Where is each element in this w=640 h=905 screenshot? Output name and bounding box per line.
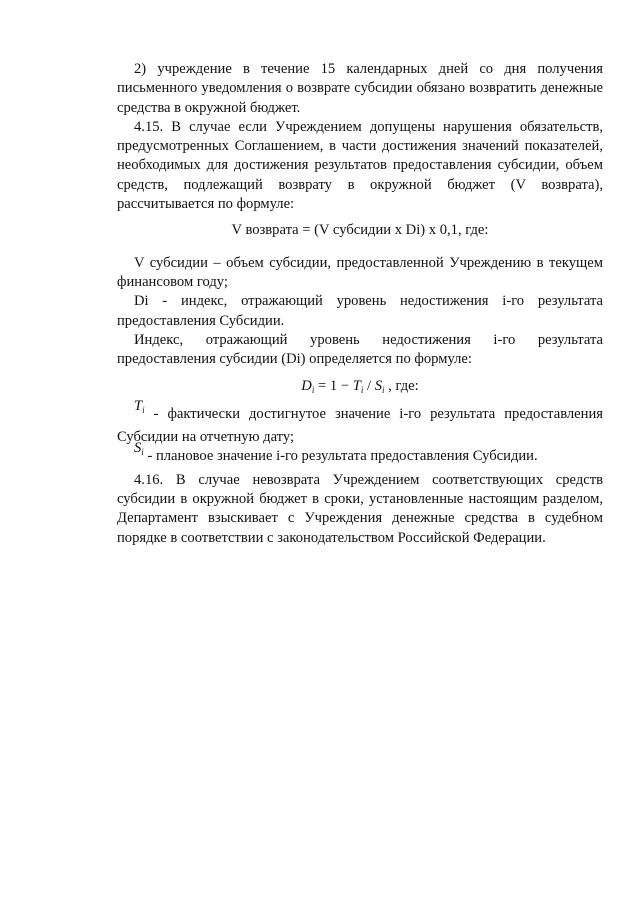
paragraph-4-15: 4.15. В случае если Учреждением допущены нарушения обязательств, предусмотренных Соглашением, в части достижения значений показателей, необходимых для достижения результатов предоставления субсидии, объем средств, подлежащий возврату в окружной бюджет (V возврата), рассчитывается по формуле: (117, 118, 603, 213)
symbol-si (134, 439, 144, 462)
paragraph-si-definition (117, 440, 603, 470)
formula-v-return: V возврата = (V субсидии x Di) x 0,1, где: (231, 222, 489, 239)
paragraph-return-within-15-days: 2) учреждение в течение 15 календарных дней со дня получения письменного уведомления о возврате субсидии обязано возвратить денежные средства в окружной бюджет. (117, 61, 603, 116)
si-definition-text: - плановое значение i-го результата предоставления Субсидии. (143, 448, 538, 465)
symbol-si-sub: i (141, 447, 144, 458)
paragraph-4-16: 4.16. В случае невозврата Учреждением соответствующих средств субсидии в окружной бюджет в сроки, установленные настоящим разделом, Департамент взыскивает с Учреждения денежные средства в судебном порядке в соответствии с законодательством Российской Федерации. (117, 471, 603, 546)
paragraph-ti-definition (117, 397, 603, 448)
formula-di-tail: , где: (384, 378, 419, 395)
formula-di-sub-3: i (382, 385, 385, 396)
symbol-si-letter: S (134, 440, 142, 457)
symbol-ti-letter: T (134, 397, 143, 414)
formula-di-t: T (352, 378, 361, 395)
paragraph-v-subsidy-definition: V субсидии – объем субсидии, предоставленной Учреждению в текущем финансовом году; (117, 254, 603, 290)
ti-definition-text: - фактически достигнутое значение i-го результата предоставления Субсидии на отчетную дату; (117, 405, 603, 446)
formula-di-sub-2: i (360, 385, 364, 396)
symbol-ti (134, 397, 145, 420)
formula-di (117, 377, 603, 400)
formula-di-s: S (374, 378, 383, 395)
paragraph-di-definition: Di - индекс, отражающий уровень недостижения i-го результата предоставления Субсидии. (117, 293, 603, 329)
document-page (117, 60, 603, 548)
formula-di-sub-1: i (311, 385, 315, 396)
formula-di-mid: = 1 − (314, 378, 353, 395)
formula-di-d: D (301, 378, 312, 395)
formula-di-slash: / (363, 378, 375, 395)
paragraph-index-formula-intro: Индекс, отражающий уровень недостижения i-го результата предоставления субсидии (Di) определяется по формуле: (117, 331, 603, 368)
symbol-ti-sub: i (142, 404, 145, 415)
